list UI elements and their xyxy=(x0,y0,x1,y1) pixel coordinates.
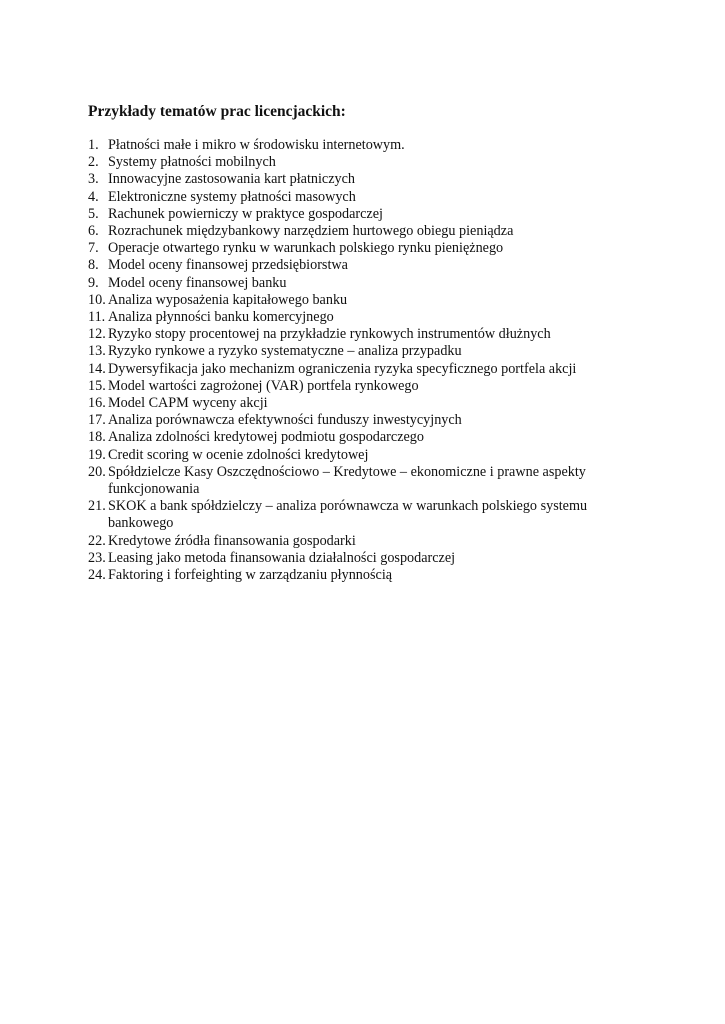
topic-number: 6. xyxy=(88,223,99,240)
topic-text: SKOK a bank spółdzielczy – analiza porównawcza w warunkach polskiego systemu bankowego xyxy=(108,498,588,532)
topic-list xyxy=(88,137,628,584)
list-item xyxy=(88,429,628,446)
topic-text: Ryzyko rynkowe a ryzyko systematyczne – analiza przypadku xyxy=(108,343,462,360)
topic-number: 12. xyxy=(88,326,106,343)
list-item xyxy=(88,412,628,429)
topic-text: Leasing jako metoda finansowania działalności gospodarczej xyxy=(108,549,456,566)
topic-number: 1. xyxy=(88,137,99,153)
topic-text: Innowacyjne zastosowania kart płatniczych xyxy=(108,171,355,188)
list-item xyxy=(88,206,628,223)
topic-number: 10. xyxy=(88,291,106,308)
topic-text: Model wartości zagrożonej (VAR) portfela rynkowego xyxy=(108,377,419,394)
list-item xyxy=(88,137,628,154)
topic-number: 18. xyxy=(88,429,106,446)
document-heading: Przykłady tematów prac licencjackich: xyxy=(88,103,346,120)
list-item xyxy=(88,292,628,309)
topic-number: 11. xyxy=(88,309,106,326)
topic-number: 5. xyxy=(88,205,99,222)
topic-text: Ryzyko stopy procentowej na przykładzie rynkowych instrumentów dłużnych xyxy=(108,326,551,343)
list-item xyxy=(88,550,628,567)
topic-text: Model oceny finansowej przedsiębiorstwa xyxy=(108,257,348,274)
topic-number: 20. xyxy=(88,463,106,480)
list-item xyxy=(88,257,628,274)
topic-number: 7. xyxy=(88,240,99,257)
topic-text: Faktoring i forfeighting w zarządzaniu płynnością xyxy=(108,567,393,584)
list-item xyxy=(88,309,628,326)
topic-number: 14. xyxy=(88,360,106,377)
list-item xyxy=(88,464,628,498)
topic-number: 22. xyxy=(88,532,106,549)
topic-number: 17. xyxy=(88,412,106,429)
list-item xyxy=(88,223,628,240)
topic-number: 8. xyxy=(88,257,99,274)
list-item xyxy=(88,240,628,257)
topic-number: 13. xyxy=(88,343,106,360)
topic-text: Systemy płatności mobilnych xyxy=(108,154,276,171)
topic-text: Elektroniczne systemy płatności masowych xyxy=(108,188,356,205)
topic-text: Płatności małe i mikro w środowisku internetowym. xyxy=(108,137,405,153)
list-item xyxy=(88,326,628,343)
topic-number: 23. xyxy=(88,549,106,566)
topic-text: Model CAPM wyceny akcji xyxy=(108,395,268,412)
topic-text: Analiza wyposażenia kapitałowego banku xyxy=(108,291,348,308)
topic-text: Model oceny finansowej banku xyxy=(108,274,287,291)
topic-text: Analiza płynności banku komercyjnego xyxy=(108,309,334,326)
topic-number: 4. xyxy=(88,188,99,205)
topic-text: Rozrachunek międzybankowy narzędziem hurtowego obiegu pieniądza xyxy=(108,223,514,240)
topic-text: Analiza zdolności kredytowej podmiotu gospodarczego xyxy=(108,429,424,446)
list-item xyxy=(88,447,628,464)
topic-text: Credit scoring w ocenie zdolności kredytowej xyxy=(108,446,369,463)
list-item xyxy=(88,378,628,395)
topic-number: 21. xyxy=(88,498,106,515)
topic-number: 24. xyxy=(88,567,106,584)
list-item xyxy=(88,171,628,188)
list-item xyxy=(88,343,628,360)
topic-number: 3. xyxy=(88,171,99,188)
topic-text: Analiza porównawcza efektywności funduszy inwestycyjnych xyxy=(108,412,462,429)
topic-number: 16. xyxy=(88,395,106,412)
topic-text: Kredytowe źródła finansowania gospodarki xyxy=(108,532,356,549)
list-item xyxy=(88,533,628,550)
list-item xyxy=(88,395,628,412)
topic-text: Rachunek powierniczy w praktyce gospodarczej xyxy=(108,205,383,222)
topic-text: Dywersyfikacja jako mechanizm ograniczenia ryzyka specyficznego portfela akcji xyxy=(108,360,577,377)
topic-number: 19. xyxy=(88,446,106,463)
topic-number: 9. xyxy=(88,274,99,291)
topic-number: 15. xyxy=(88,377,106,394)
topic-text: Operacje otwartego rynku w warunkach polskiego rynku pieniężnego xyxy=(108,240,504,257)
list-item xyxy=(88,189,628,206)
list-item xyxy=(88,498,628,532)
list-item xyxy=(88,361,628,378)
topic-text: Spółdzielcze Kasy Oszczędnościowo – Kredytowe – ekonomiczne i prawne aspekty funkcjonowania xyxy=(108,463,586,498)
list-item xyxy=(88,154,628,171)
topic-number: 2. xyxy=(88,154,99,171)
list-item xyxy=(88,275,628,292)
list-item xyxy=(88,567,628,584)
